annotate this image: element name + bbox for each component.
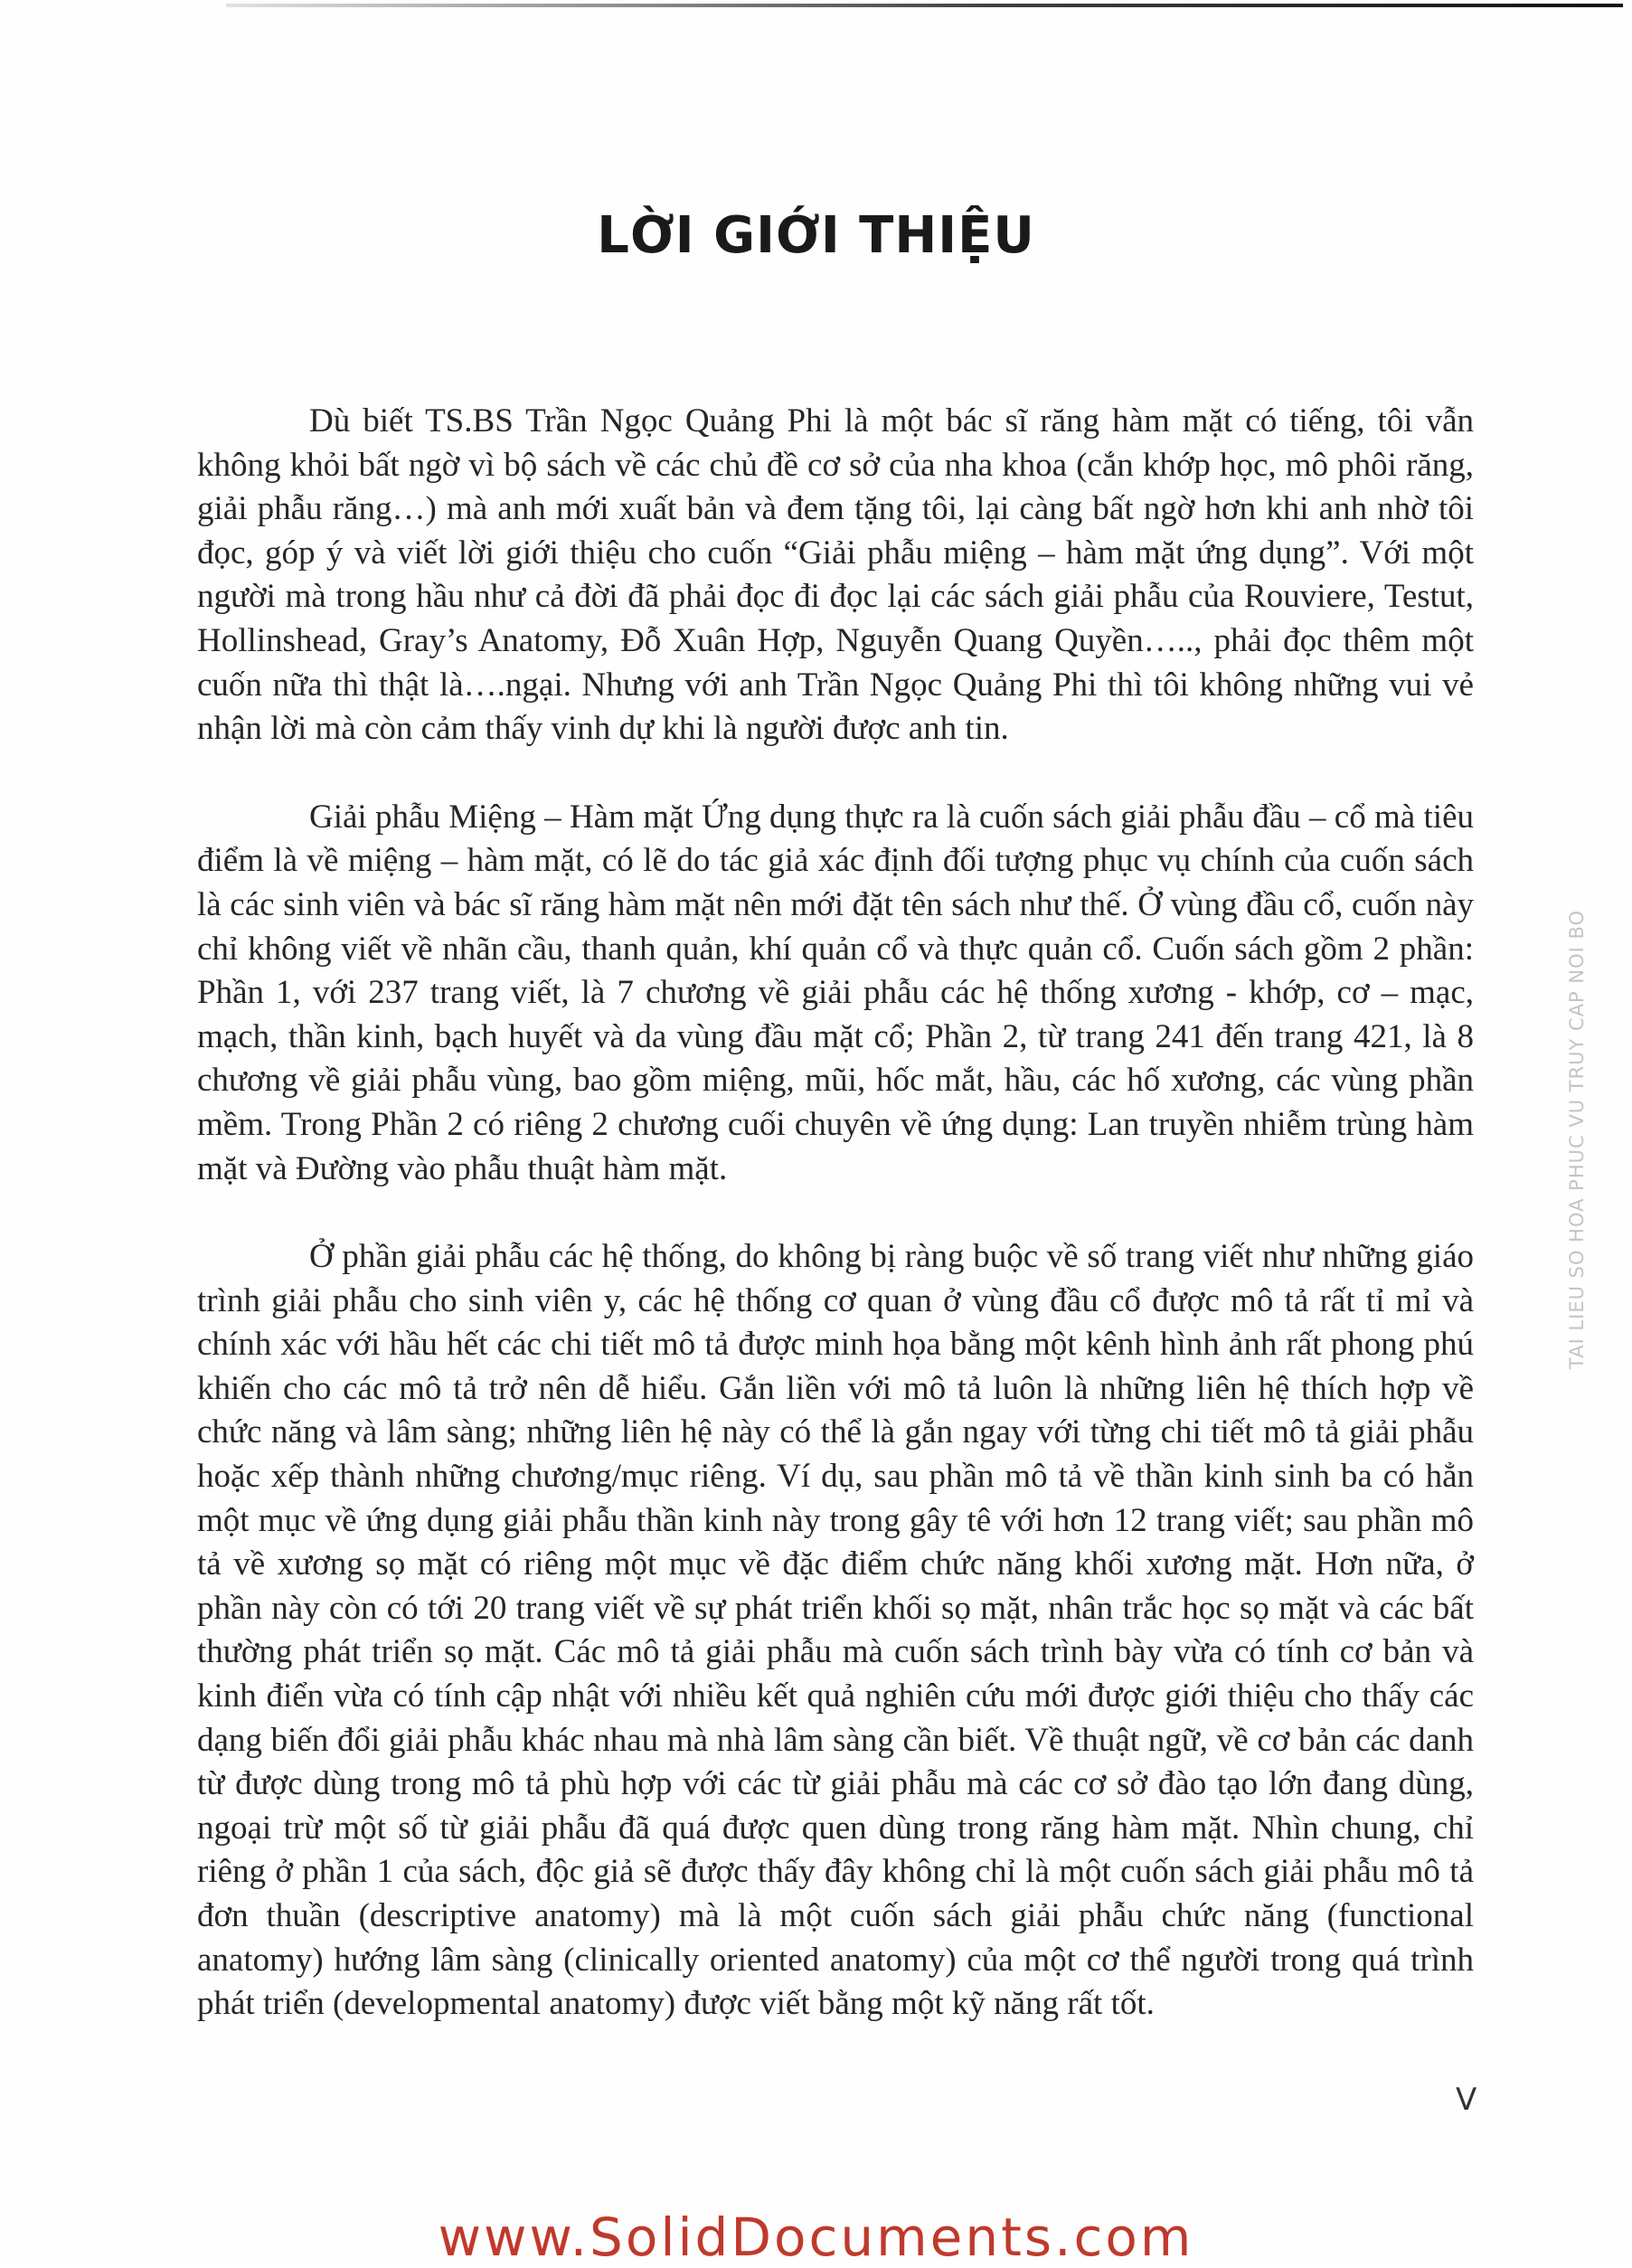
paragraph-2: Giải phẫu Miệng – Hàm mặt Ứng dụng thực ra là cuốn sách giải phẫu đầu – cổ mà tiêu điểm là về miệng – hàm mặt, có lẽ do tác giả xác định đối tượng phục vụ chính của cuốn sách là các sinh viên và bác sĩ răng hàm mặt nên mới đặt tên sách như thế. Ở vùng đầu cổ, cuốn này chỉ không viết về nhãn cầu, thanh quản, khí quản cổ và thực quản cổ. Cuốn sách gồm 2 phần: Phần 1, với 237 trang viết, là 7 chương về giải phẫu các hệ thống xương - khớp, cơ – mạc, mạch, thần kinh, bạch huyết và da vùng đầu mặt cổ; Phần 2, từ trang 241 đến trang 421, là 8 chương về giải phẫu vùng, bao gồm miệng, mũi, hốc mắt, hầu, các hố xương, các vùng phần mềm. Trong Phần 2 có riêng 2 chương cuối chuyên về ứng dụng: Lan truyền nhiễm trùng hàm mặt và Đường vào phẫu thuật hàm mặt.	[197, 798, 1474, 1187]
paragraph-1: Dù biết TS.BS Trần Ngọc Quảng Phi là một bác sĩ răng hàm mặt có tiếng, tôi vẫn không khỏi bất ngờ vì bộ sách về các chủ đề cơ sở của nha khoa (cắn khớp học, mô phôi răng, giải phẫu răng…) mà anh mới xuất bản và đem tặng tôi, lại càng bất ngờ hơn khi anh nhờ tôi đọc, góp ý và viết lời giới thiệu cho cuốn “Giải phẫu miệng – hàm mặt ứng dụng”. Với một người mà trong hầu như cả đời đã phải đọc đi đọc lại các sách giải phẫu của Rouviere, Testut, Hollinshead, Gray’s Anatomy, Đỗ Xuân Hợp, Nguyễn Quang Quyền….., phải đọc thêm một cuốn nữa thì thật là….ngại. Nhưng với anh Trần Ngọc Quảng Phi thì tôi không những vui vẻ nhận lời mà còn cảm thấy vinh dự khi là người được anh tin.	[197, 402, 1474, 748]
paragraph-3: Ở phần giải phẫu các hệ thống, do không bị ràng buộc về số trang viết như những giáo trình giải phẫu cho sinh viên y, các hệ thống cơ quan ở vùng đầu cổ được mô tả rất tỉ mỉ và chính xác với hầu hết các chi tiết mô tả được minh họa bằng một kênh hình ảnh rất phong phú khiến cho các mô tả trở nên dễ hiểu. Gắn liền với mô tả luôn là những liên hệ thích hợp về chức năng và lâm sàng; những liên hệ này có thể là gắn ngay với từng chi tiết mô tả giải phẫu hoặc xếp thành những chương/mục riêng. Ví dụ, sau phần mô tả về thần kinh sinh ba có hẳn một mục về ứng dụng giải phẫu thần kinh này trong gây tê với hơn 12 trang viết; sau phần mô tả về xương sọ mặt có riêng một mục về đặc điểm chức năng khối xương mặt. Hơn nữa, ở phần này còn có tới 20 trang viết về sự phát triển khối sọ mặt, nhân trắc học sọ mặt và các bất thường phát triển sọ mặt. Các mô tả giải phẫu mà cuốn sách trình bày vừa có tính cơ bản và kinh điển vừa có tính cập nhật với nhiều kết quả nghiên cứu mới được giới thiệu cho thấy các dạng biến đổi giải phẫu khác nhau mà nhà lâm sàng cần biết. Về thuật ngữ, về cơ bản các danh từ được dùng trong mô tả phù hợp với các từ giải phẫu mà các cơ sở đào tạo lớn đang dùng, ngoại trừ một số từ giải phẫu đã quá được quen dùng trong răng hàm mặt. Nhìn chung, chỉ riêng ở phần 1 của sách, độc giả sẽ được thấy đây không chỉ là một cuốn sách giải phẫu mô tả đơn thuần (descriptive anatomy) mà là một cuốn sách giải phẫu chức năng (functional anatomy) hướng lâm sàng (clinically oriented anatomy) của một cơ thể người trong quá trình phát triển (developmental anatomy) được viết bằng một kỹ năng rất tốt.	[197, 1238, 1474, 2023]
side-watermark: TAI LIEU SO HOA PHUC VU TRUY CAP NOI BO	[1566, 909, 1588, 1370]
body-text	[197, 400, 1474, 2027]
top-scan-rule	[226, 4, 1623, 7]
footer-watermark: www.SolidDocuments.com	[438, 2207, 1194, 2268]
page-title: LỜI GIỚI THIỆU	[597, 206, 1035, 265]
page-number: V	[1456, 2082, 1477, 2118]
